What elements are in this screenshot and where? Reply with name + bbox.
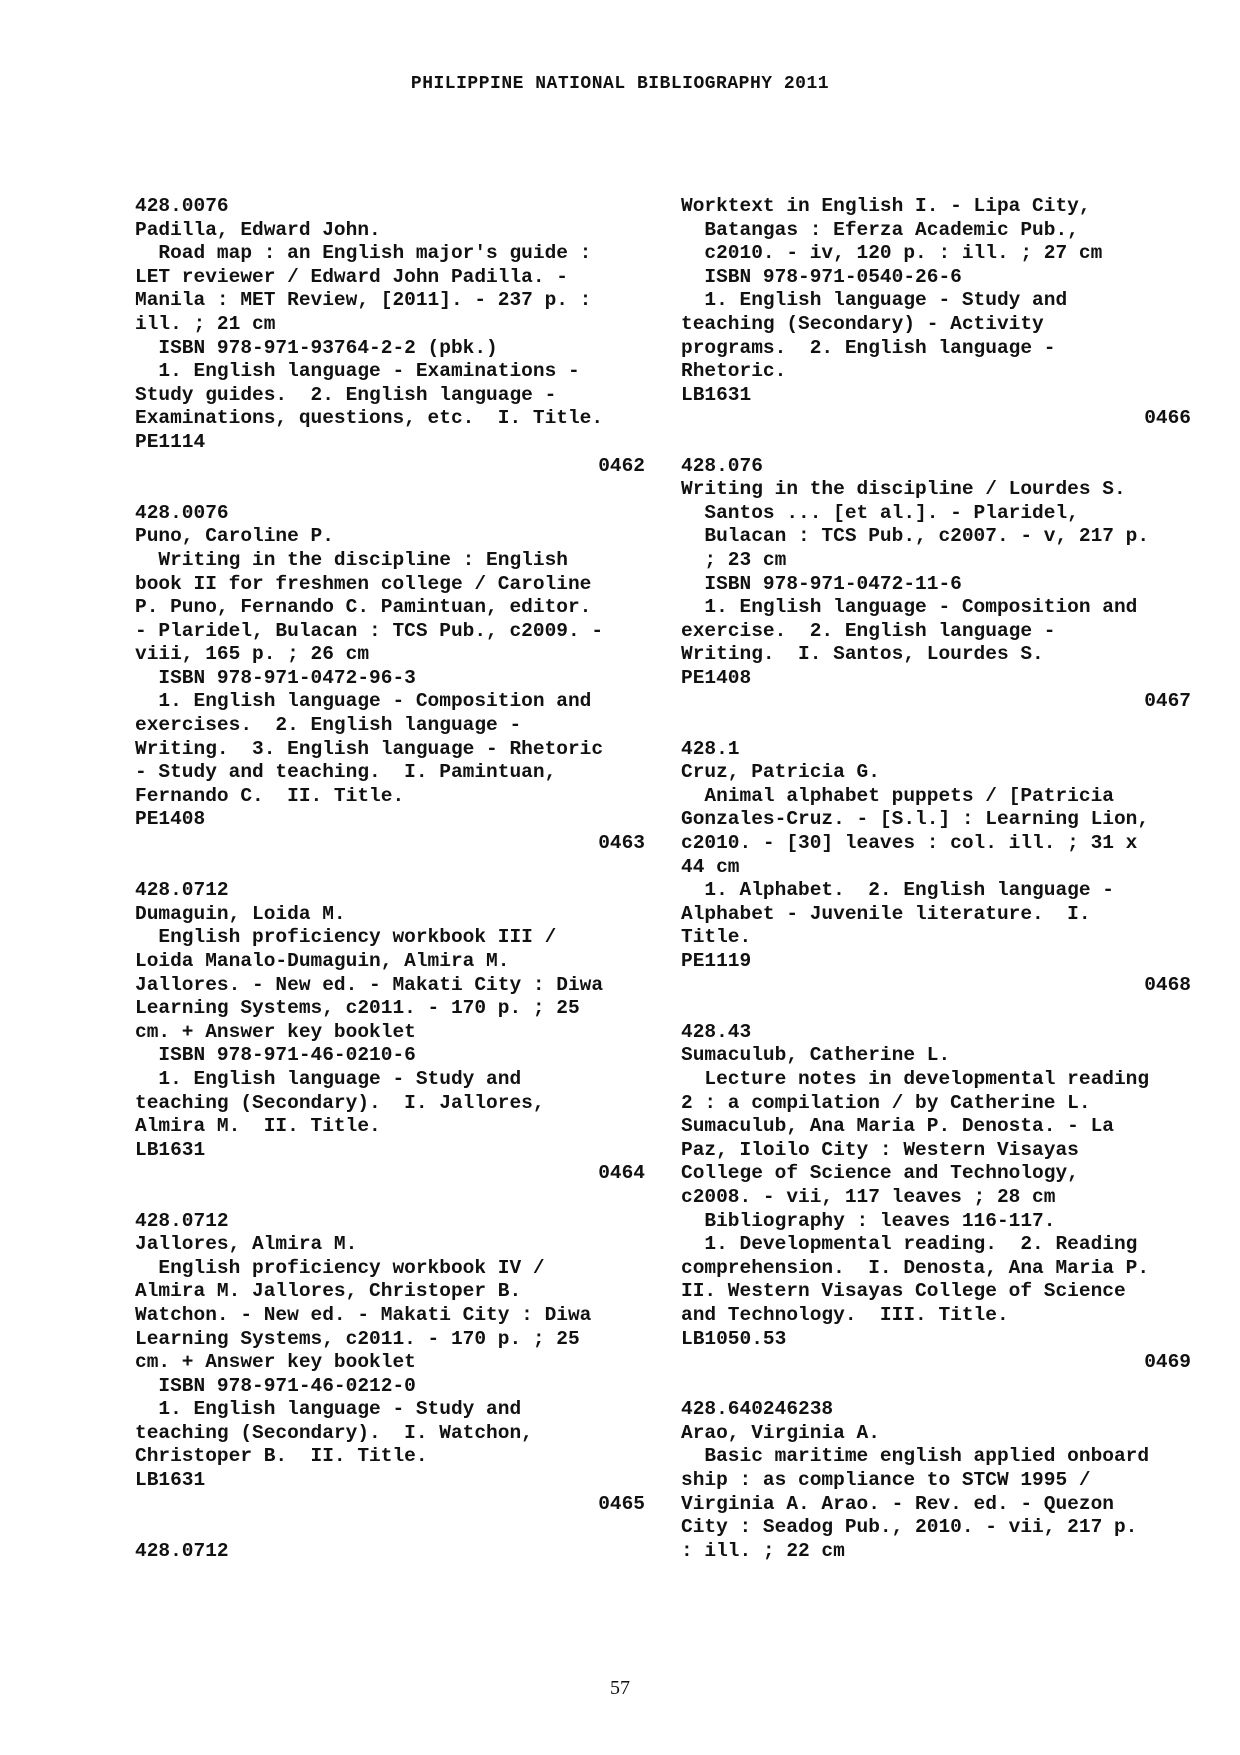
bibliography-line: Rhetoric. xyxy=(681,360,787,383)
bibliography-line: viii, 165 p. ; 26 cm xyxy=(135,643,370,666)
bibliography-line xyxy=(681,431,1191,455)
bibliography-line: Title. xyxy=(681,926,752,949)
bibliography-line: 2 : a compilation / by Catherine L. xyxy=(681,1091,1091,1114)
bibliography-line: Gonzales-Cruz. - [S.l.] : Learning Lion, xyxy=(681,808,1150,831)
bibliography-line: II. Western Visayas College of Science xyxy=(681,1280,1126,1303)
bibliography-line: Lecture notes in developmental reading xyxy=(681,1067,1150,1090)
bibliography-line: 1. English language - Composition and xyxy=(135,690,592,713)
bibliography-line: PE1408 xyxy=(135,808,206,831)
entry-number: 0466 xyxy=(1144,407,1191,430)
bibliography-line: 428.076 xyxy=(681,454,763,477)
bibliography-line: 428.0712 xyxy=(135,879,229,902)
bibliography-line: ISBN 978-971-46-0212-0 xyxy=(135,1374,416,1397)
bibliography-line: Padilla, Edward John. xyxy=(135,218,381,241)
entry-number: 0463 xyxy=(598,832,645,855)
bibliography-line: and Technology. III. Title. xyxy=(681,1303,1009,1326)
bibliography-line: c2010. - iv, 120 p. : ill. ; 27 cm xyxy=(681,242,1103,265)
page-number: 57 xyxy=(610,1677,630,1699)
entry-number: 0464 xyxy=(598,1162,645,1185)
bibliography-line xyxy=(135,1516,645,1540)
bibliography-line: teaching (Secondary) - Activity xyxy=(681,312,1044,335)
bibliography-line: Cruz, Patricia G. xyxy=(681,761,880,784)
bibliography-line: teaching (Secondary). I. Watchon, xyxy=(135,1421,533,1444)
bibliography-line: LET reviewer / Edward John Padilla. - xyxy=(135,265,568,288)
bibliography-line xyxy=(135,1186,645,1210)
bibliography-line: c2008. - vii, 117 leaves ; 28 cm xyxy=(681,1185,1056,1208)
bibliography-line: Learning Systems, c2011. - 170 p. ; 25 xyxy=(135,1327,580,1350)
bibliography-line: ISBN 978-971-93764-2-2 (pbk.) xyxy=(135,336,498,359)
bibliography-line: Basic maritime english applied onboard xyxy=(681,1445,1150,1468)
entry-number: 0468 xyxy=(1144,973,1191,996)
bibliography-line: Sumaculub, Ana Maria P. Denosta. - La xyxy=(681,1115,1114,1138)
bibliography-line: Worktext in English I. - Lipa City, xyxy=(681,195,1091,217)
bibliography-line: Writing in the discipline / Lourdes S. xyxy=(681,478,1126,501)
bibliography-line: cm. + Answer key booklet xyxy=(135,1351,416,1374)
bibliography-line: teaching (Secondary). I. Jallores, xyxy=(135,1091,545,1114)
bibliography-line: ship : as compliance to STCW 1995 / xyxy=(681,1469,1091,1492)
bibliography-line xyxy=(681,1375,1191,1399)
bibliography-line: Batangas : Eferza Academic Pub., xyxy=(681,218,1079,241)
bibliography-line: LB1631 xyxy=(135,1469,206,1492)
bibliography-line: 1. Alphabet. 2. English language - xyxy=(681,879,1114,902)
bibliography-line: cm. + Answer key booklet xyxy=(135,1020,416,1043)
bibliography-line: Learning Systems, c2011. - 170 p. ; 25 xyxy=(135,997,580,1020)
bibliography-line: Almira M. Jallores, Christoper B. xyxy=(135,1280,522,1303)
bibliography-line: ISBN 978-971-0472-96-3 xyxy=(135,666,416,689)
bibliography-line: Writing. 3. English language - Rhetoric xyxy=(135,737,604,760)
bibliography-line: 1. English language - Study and xyxy=(681,289,1068,312)
bibliography-line: 428.640246238 xyxy=(681,1398,834,1421)
bibliography-line xyxy=(681,714,1191,738)
bibliography-line: book II for freshmen college / Caroline xyxy=(135,572,592,595)
bibliography-line: ill. ; 21 cm xyxy=(135,312,276,335)
entry-number: 0467 xyxy=(1144,690,1191,713)
bibliography-line: 428.43 xyxy=(681,1020,752,1043)
bibliography-line: exercises. 2. English language - xyxy=(135,714,522,737)
bibliography-line: 428.0076 xyxy=(135,501,229,524)
bibliography-line xyxy=(681,997,1191,1021)
bibliography-line: Jallores, Almira M. xyxy=(135,1233,358,1256)
bibliography-line: Puno, Caroline P. xyxy=(135,525,334,548)
bibliography-line: Jallores. - New ed. - Makati City : Diwa xyxy=(135,973,604,996)
bibliography-line: Bulacan : TCS Pub., c2007. - v, 217 p. xyxy=(681,525,1150,548)
bibliography-line: ISBN 978-971-46-0210-6 xyxy=(135,1044,416,1067)
bibliography-line: College of Science and Technology, xyxy=(681,1162,1079,1185)
bibliography-line: Loida Manalo-Dumaguin, Almira M. xyxy=(135,950,510,972)
bibliography-line: English proficiency workbook III / xyxy=(135,926,557,949)
entry-number: 0462 xyxy=(598,454,645,477)
bibliography-line: Writing in the discipline : English xyxy=(135,548,568,571)
bibliography-line: Virginia A. Arao. - Rev. ed. - Quezon xyxy=(681,1492,1114,1515)
bibliography-line: - Plaridel, Bulacan : TCS Pub., c2009. - xyxy=(135,619,604,642)
bibliography-line: ISBN 978-971-0540-26-6 xyxy=(681,265,962,288)
bibliography-line: Alphabet - Juvenile literature. I. xyxy=(681,902,1091,925)
bibliography-line: LB1050.53 xyxy=(681,1327,787,1350)
bibliography-line: 1. English language - Examinations - xyxy=(135,360,580,383)
bibliography-line: Arao, Virginia A. xyxy=(681,1421,880,1444)
bibliography-line: ISBN 978-971-0472-11-6 xyxy=(681,572,962,595)
bibliography-line: Study guides. 2. English language - xyxy=(135,383,557,406)
bibliography-line: Fernando C. II. Title. xyxy=(135,784,405,807)
bibliography-line: 428.1 xyxy=(681,737,740,760)
bibliography-line: PE1114 xyxy=(135,430,206,453)
bibliography-line: comprehension. I. Denosta, Ana Maria P. xyxy=(681,1256,1150,1279)
bibliography-line: PE1408 xyxy=(681,666,752,689)
bibliography-line: exercise. 2. English language - xyxy=(681,619,1056,642)
bibliography-line: Sumaculub, Catherine L. xyxy=(681,1044,951,1067)
bibliography-line: Bibliography : leaves 116-117. xyxy=(681,1209,1056,1232)
bibliography-line: 1. English language - Composition and xyxy=(681,596,1138,619)
bibliography-column-right xyxy=(681,195,1191,1563)
bibliography-line: Manila : MET Review, [2011]. - 237 p. : xyxy=(135,289,592,312)
bibliography-line: 1. Developmental reading. 2. Reading xyxy=(681,1233,1138,1256)
bibliography-line: : ill. ; 22 cm xyxy=(681,1539,845,1562)
page-header: PHILIPPINE NATIONAL BIBLIOGRAPHY 2011 xyxy=(410,74,830,94)
bibliography-line: c2010. - [30] leaves : col. ill. ; 31 x xyxy=(681,832,1138,855)
bibliography-line: Watchon. - New ed. - Makati City : Diwa xyxy=(135,1303,592,1326)
bibliography-line: English proficiency workbook IV / xyxy=(135,1256,545,1279)
bibliography-line: Animal alphabet puppets / [Patricia xyxy=(681,784,1114,807)
bibliography-line: Christoper B. II. Title. xyxy=(135,1445,428,1468)
bibliography-line: 1. English language - Study and xyxy=(135,1067,522,1090)
bibliography-line: programs. 2. English language - xyxy=(681,336,1056,359)
bibliography-line: Almira M. II. Title. xyxy=(135,1115,381,1138)
bibliography-column-left xyxy=(135,195,645,1563)
bibliography-line: - Study and teaching. I. Pamintuan, xyxy=(135,761,557,784)
bibliography-line: 428.0712 xyxy=(135,1209,229,1232)
entry-number: 0465 xyxy=(598,1492,645,1515)
bibliography-line: Paz, Iloilo City : Western Visayas xyxy=(681,1138,1079,1161)
bibliography-line: Santos ... [et al.]. - Plaridel, xyxy=(681,501,1079,524)
bibliography-line: PE1119 xyxy=(681,950,752,972)
entry-number: 0469 xyxy=(1144,1351,1191,1374)
bibliography-line: City : Seadog Pub., 2010. - vii, 217 p. xyxy=(681,1516,1138,1539)
bibliography-line: 428.0076 xyxy=(135,195,229,217)
bibliography-line: LB1631 xyxy=(135,1138,206,1161)
bibliography-line: Road map : an English major's guide : xyxy=(135,242,592,265)
bibliography-line: 44 cm xyxy=(681,855,740,878)
bibliography-line: Dumaguin, Loida M. xyxy=(135,902,346,925)
bibliography-line xyxy=(135,478,645,502)
bibliography-line: ; 23 cm xyxy=(681,548,787,571)
bibliography-line: LB1631 xyxy=(681,383,752,406)
bibliography-line: P. Puno, Fernando C. Pamintuan, editor. xyxy=(135,596,592,619)
bibliography-line: 1. English language - Study and xyxy=(135,1398,522,1421)
bibliography-line: 428.0712 xyxy=(135,1539,229,1562)
bibliography-line xyxy=(135,856,645,880)
bibliography-line: Examinations, questions, etc. I. Title. xyxy=(135,407,604,430)
bibliography-line: Writing. I. Santos, Lourdes S. xyxy=(681,643,1044,666)
